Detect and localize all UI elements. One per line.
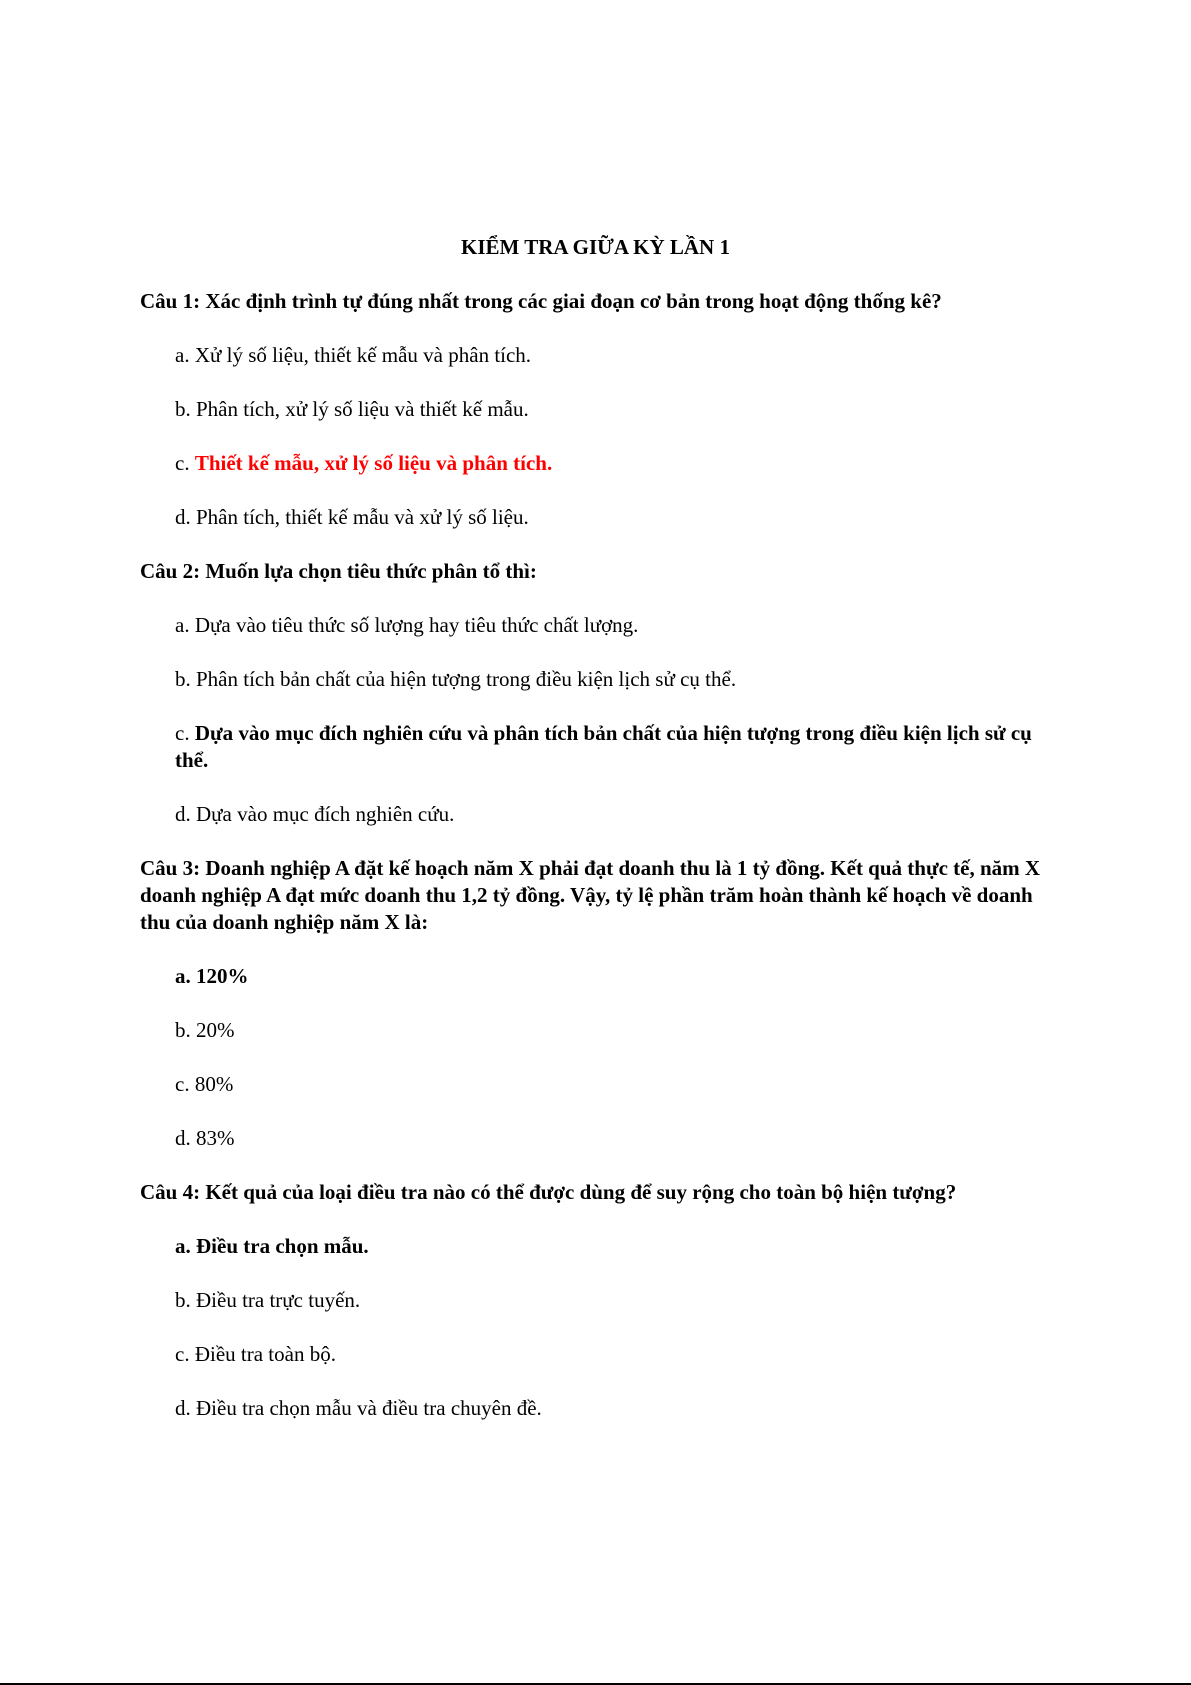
option-text: Dựa vào mục đích nghiên cứu. [196,802,455,826]
option-text-correct: 120% [196,964,249,988]
q2-option-b [175,666,1045,693]
option-label: b. [175,397,191,421]
option-label: b. [175,667,191,691]
option-label: a. [175,1234,191,1258]
option-text: Dựa vào tiêu thức số lượng hay tiêu thức chất lượng. [194,613,639,637]
option-label: c. [175,451,190,475]
option-text: 20% [196,1018,235,1042]
option-label: c. [175,721,190,745]
option-label: d. [175,1126,191,1150]
option-text: Điều tra chọn mẫu và điều tra chuyên đề. [196,1396,542,1420]
option-label: b. [175,1018,191,1042]
option-text-correct: Dựa vào mục đích nghiên cứu và phân tích bản chất của hiện tượng trong điều kiện lịch sử cụ thể. [175,721,1032,772]
question-2: Câu 2: Muốn lựa chọn tiêu thức phân tổ thì: [140,559,537,583]
q3-option-a [175,963,1045,990]
q2-option-d [175,801,1045,828]
question-3: Câu 3: Doanh nghiệp A đặt kế hoạch năm X phải đạt doanh thu là 1 tỷ đồng. Kết quả thực tế, năm X doanh nghiệp A đạt mức doanh thu 1,2 tỷ đồng. Vậy, tỷ lệ phần trăm hoàn thành kế hoạch về doanh thu của doanh nghiệp năm X là: [140,856,1041,934]
option-text: Điều tra trực tuyến. [196,1288,361,1312]
option-label: b. [175,1288,191,1312]
option-label: d. [175,802,191,826]
question-1: Câu 1: Xác định trình tự đúng nhất trong các giai đoạn cơ bản trong hoạt động thống kê? [140,289,942,313]
option-label: a. [175,964,191,988]
q1-option-a [175,342,1045,369]
option-text: Phân tích bản chất của hiện tượng trong điều kiện lịch sử cụ thể. [196,667,737,691]
question-4: Câu 4: Kết quả của loại điều tra nào có thể được dùng để suy rộng cho toàn bộ hiện tượng? [140,1180,957,1204]
q2-option-a [175,612,1045,639]
option-label: d. [175,505,191,529]
q2-option-c [175,720,1045,774]
option-text-correct: Điều tra chọn mẫu. [196,1234,369,1258]
q4-option-b [175,1287,1045,1314]
option-text-correct: Thiết kế mẫu, xử lý số liệu và phân tích. [194,451,553,475]
option-label: a. [175,613,190,637]
option-label: d. [175,1396,191,1420]
q4-option-d [175,1395,1045,1422]
q3-option-d [175,1125,1045,1152]
q3-option-c [175,1071,1045,1098]
q1-option-b [175,396,1045,423]
option-text: Phân tích, thiết kế mẫu và xử lý số liệu. [196,505,529,529]
q1-option-d [175,504,1045,531]
q4-option-a [175,1233,1045,1260]
q4-option-c [175,1341,1045,1368]
option-text: Phân tích, xử lý số liệu và thiết kế mẫu. [196,397,529,421]
option-text: Xử lý số liệu, thiết kế mẫu và phân tích. [194,343,532,367]
option-label: c. [175,1072,190,1096]
q1-option-c [175,450,1045,477]
option-text: 80% [194,1072,234,1096]
option-label: c. [175,1342,190,1366]
q3-option-b [175,1017,1045,1044]
option-text: 83% [196,1126,235,1150]
page-title: KIỂM TRA GIỮA KỲ LẦN 1 [461,235,730,259]
option-text: Điều tra toàn bộ. [194,1342,336,1366]
option-label: a. [175,343,190,367]
